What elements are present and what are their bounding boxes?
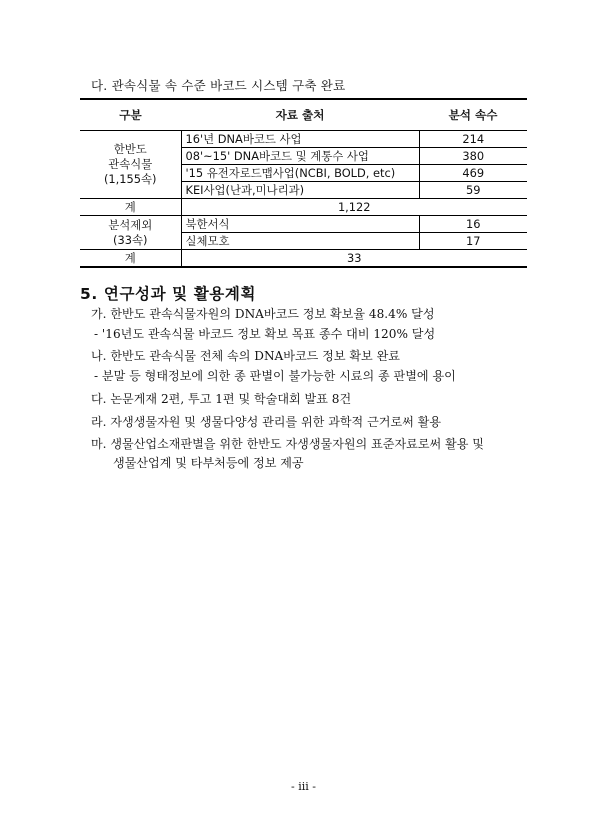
group2-label: 분석제외 (33속) (80, 216, 181, 250)
count-cell: 214 (419, 131, 527, 148)
header-count: 분석 속수 (419, 99, 527, 131)
header-category: 구분 (80, 99, 181, 131)
subtotal-row (80, 199, 527, 216)
item-continuation: 생물산업계 및 타부처등에 정보 제공 (113, 456, 304, 471)
item-text: 마. 생물산업소재판별을 위한 한반도 자생생물자원의 표준자료로써 활용 및 (91, 437, 484, 452)
list-item (91, 305, 531, 343)
subtotal-label: 계 (80, 250, 181, 268)
count-cell: 380 (419, 148, 527, 165)
page-number: - iii - (291, 780, 316, 793)
table-header-row (80, 99, 527, 131)
section-heading: 5. 연구성과 및 활용계획 (80, 285, 257, 303)
table-row (80, 216, 527, 233)
list-item (91, 413, 531, 432)
barcode-source-table (80, 98, 527, 268)
list-item (91, 347, 531, 385)
item-text: 가. 한반도 관속식물자원의 DNA바코드 정보 확보율 48.4% 달성 (91, 307, 435, 321)
subtotal-label: 계 (80, 199, 181, 216)
item-text: 라. 자생생물자원 및 생물다양성 관리를 위한 과학적 근거로써 활용 (91, 414, 442, 429)
list-item (91, 435, 531, 472)
subtotal-row (80, 250, 527, 268)
source-cell: 북한서식 (181, 216, 419, 233)
source-cell: 16'년 DNA바코드 사업 (181, 131, 419, 148)
count-cell: 469 (419, 165, 527, 182)
table-row (80, 131, 527, 148)
item-text: 나. 한반도 관속식물 전체 속의 DNA바코드 정보 확보 완료 (91, 349, 400, 364)
count-cell: 59 (419, 182, 527, 199)
count-cell: 16 (419, 216, 527, 233)
group1-label: 한반도 관속식물 (1,155속) (80, 131, 181, 199)
item-subtext: - 분말 등 형태정보에 의한 종 판별이 불가능한 시료의 종 판별에 용이 (94, 369, 456, 384)
results-list (91, 305, 531, 477)
header-source: 자료 출처 (181, 99, 419, 131)
subtotal-value: 33 (181, 250, 527, 268)
count-cell: 17 (419, 233, 527, 250)
source-cell: KEI사업(난과,미나리과) (181, 182, 419, 199)
table-caption: 다. 관속식물 속 수준 바코드 시스템 구축 완료 (91, 78, 346, 93)
item-subtext: - '16년도 관속식물 바코드 정보 확보 목표 종수 대비 120% 달성 (94, 326, 436, 341)
source-cell: '15 유전자로드맵사업(NCBI, BOLD, etc) (181, 165, 419, 182)
subtotal-value: 1,122 (181, 199, 527, 216)
source-cell: 08'~15' DNA바코드 및 계통수 사업 (181, 148, 419, 165)
item-text: 다. 논문게재 2편, 투고 1편 및 학술대회 발표 8건 (91, 391, 352, 406)
source-cell: 실체모호 (181, 233, 419, 250)
list-item (91, 390, 531, 409)
